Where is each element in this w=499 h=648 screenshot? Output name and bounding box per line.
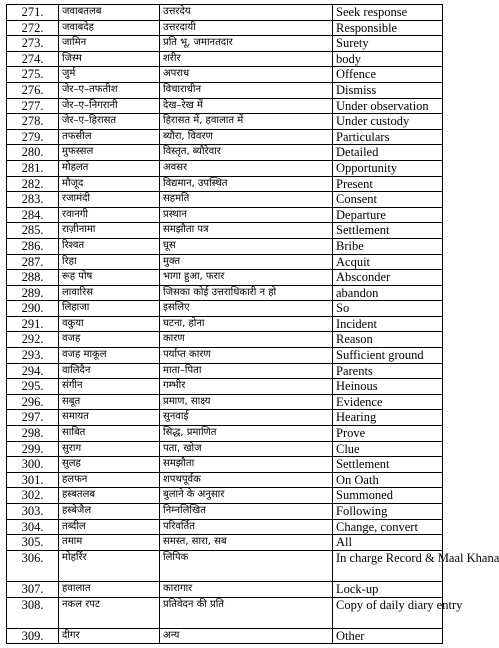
hindi-meaning: देख–रेख में [160, 98, 333, 114]
urdu-term: सुलह [59, 457, 160, 473]
row-number: 275. [7, 67, 59, 83]
table-row [7, 192, 443, 208]
urdu-term: लावारिस [59, 285, 160, 301]
urdu-term: वकुया [59, 316, 160, 332]
english-meaning: Under custody [333, 114, 443, 130]
hindi-meaning: प्रतिवेदन की प्रति [160, 597, 333, 628]
hindi-meaning: शपथपूर्वक [160, 472, 333, 488]
english-meaning: Under observation [333, 98, 443, 114]
table-row [7, 519, 443, 535]
hindi-meaning: मुक्त [160, 254, 333, 270]
urdu-term: हलफन [59, 472, 160, 488]
hindi-meaning: निम्नलिखित [160, 504, 333, 520]
table-row [7, 270, 443, 286]
hindi-meaning: घूस [160, 238, 333, 254]
table-row [7, 301, 443, 317]
english-meaning: Consent [333, 192, 443, 208]
english-meaning: body [333, 51, 443, 67]
hindi-meaning: जिसका कोई उत्तराधिकारी न हो [160, 285, 333, 301]
urdu-term: तफसील [59, 129, 160, 145]
english-meaning: Lock-up [333, 581, 443, 597]
table-row [7, 82, 443, 98]
urdu-term: तब्दील [59, 519, 160, 535]
table-row [7, 581, 443, 597]
hindi-meaning: सुनवाई [160, 410, 333, 426]
table-row [7, 36, 443, 52]
urdu-term: तमाम [59, 535, 160, 551]
hindi-meaning: उत्तरदायी [160, 20, 333, 36]
english-meaning: Evidence [333, 394, 443, 410]
english-meaning: Summoned [333, 488, 443, 504]
hindi-meaning: विद्यमान, उपस्थित [160, 176, 333, 192]
row-number: 282. [7, 176, 59, 192]
table-row [7, 176, 443, 192]
hindi-meaning: उत्तरदेय [160, 5, 333, 21]
urdu-term: जेर–ए–निगरानी [59, 98, 160, 114]
hindi-meaning: अपराध [160, 67, 333, 83]
urdu-term: वजह [59, 332, 160, 348]
table-row [7, 457, 443, 473]
english-meaning: Absconder [333, 270, 443, 286]
urdu-term: हस्बेजैल [59, 504, 160, 520]
english-meaning: Offence [333, 67, 443, 83]
row-number: 288. [7, 270, 59, 286]
english-meaning: All [333, 535, 443, 551]
row-number: 283. [7, 192, 59, 208]
english-meaning: Hearing [333, 410, 443, 426]
urdu-term: हस्बतलब [59, 488, 160, 504]
row-number: 299. [7, 441, 59, 457]
row-number: 302. [7, 488, 59, 504]
table-row [7, 129, 443, 145]
hindi-meaning: गम्भीर [160, 379, 333, 395]
row-number: 278. [7, 114, 59, 130]
row-number: 308. [7, 597, 59, 628]
row-number: 285. [7, 223, 59, 239]
hindi-meaning: प्रस्थान [160, 207, 333, 223]
urdu-term: जवाबदेह [59, 20, 160, 36]
row-number: 281. [7, 160, 59, 176]
table-row [7, 285, 443, 301]
english-meaning: Following [333, 504, 443, 520]
row-number: 284. [7, 207, 59, 223]
urdu-term: रिश्वत [59, 238, 160, 254]
english-meaning: Departure [333, 207, 443, 223]
hindi-meaning: समस्त, सारा, सब [160, 535, 333, 551]
urdu-term: नकल रपट [59, 597, 160, 628]
row-number: 290. [7, 301, 59, 317]
row-number: 274. [7, 51, 59, 67]
hindi-meaning: प्रति भू, जमानतदार [160, 36, 333, 52]
english-meaning: Sufficient ground [333, 348, 443, 364]
table-row [7, 316, 443, 332]
english-meaning: Particulars [333, 129, 443, 145]
urdu-term: दीगर [59, 628, 160, 644]
english-meaning: Other [333, 628, 443, 644]
table-row [7, 254, 443, 270]
hindi-meaning: प्रमाण, साक्ष्य [160, 394, 333, 410]
urdu-term: जेर–ए–हिरासत [59, 114, 160, 130]
english-meaning: Bribe [333, 238, 443, 254]
table-row [7, 535, 443, 551]
row-number: 280. [7, 145, 59, 161]
urdu-term: रूह पोष [59, 270, 160, 286]
english-meaning: Settlement [333, 457, 443, 473]
table-row [7, 550, 443, 581]
urdu-term: रवानगी [59, 207, 160, 223]
row-number: 307. [7, 581, 59, 597]
urdu-term: राज़ीनामा [59, 223, 160, 239]
urdu-term: सबूत [59, 394, 160, 410]
table-row [7, 332, 443, 348]
english-meaning: Present [333, 176, 443, 192]
urdu-term: संगीन [59, 379, 160, 395]
english-meaning: Opportunity [333, 160, 443, 176]
hindi-meaning: इसलिए [160, 301, 333, 317]
hindi-meaning: भागा हुआ, फरार [160, 270, 333, 286]
row-number: 287. [7, 254, 59, 270]
row-number: 297. [7, 410, 59, 426]
english-meaning: On Oath [333, 472, 443, 488]
english-meaning: Acquit [333, 254, 443, 270]
urdu-term: मौजूद [59, 176, 160, 192]
table-row [7, 379, 443, 395]
hindi-meaning: कारागार [160, 581, 333, 597]
table-row [7, 597, 443, 628]
urdu-term: रजामंदी [59, 192, 160, 208]
urdu-term: समायत [59, 410, 160, 426]
hindi-meaning: सिद्ध, प्रमाणित [160, 426, 333, 442]
urdu-term: जेर–ए–तफतीश [59, 82, 160, 98]
hindi-meaning: हिरासत में, हवालात में [160, 114, 333, 130]
row-number: 295. [7, 379, 59, 395]
row-number: 304. [7, 519, 59, 535]
english-meaning: abandon [333, 285, 443, 301]
hindi-meaning: अवसर [160, 160, 333, 176]
table-row [7, 426, 443, 442]
hindi-meaning: माता–पिता [160, 363, 333, 379]
table-row [7, 441, 443, 457]
glossary-table [6, 4, 499, 644]
table-row [7, 488, 443, 504]
row-number: 294. [7, 363, 59, 379]
table-row [7, 114, 443, 130]
hindi-meaning: विचाराधीन [160, 82, 333, 98]
hindi-meaning: पर्याप्त कारण [160, 348, 333, 364]
english-meaning: Seek response [333, 5, 443, 21]
hindi-meaning: परिवर्तित [160, 519, 333, 535]
row-number: 272. [7, 20, 59, 36]
table-row [7, 348, 443, 364]
table-row [7, 238, 443, 254]
table-row [7, 363, 443, 379]
english-meaning: Heinous [333, 379, 443, 395]
urdu-term: मोहलत [59, 160, 160, 176]
row-number: 303. [7, 504, 59, 520]
row-number: 296. [7, 394, 59, 410]
english-meaning: Copy of daily diary entry [333, 597, 443, 628]
urdu-term: हवालात [59, 581, 160, 597]
row-number: 305. [7, 535, 59, 551]
urdu-term: लिहाजा [59, 301, 160, 317]
hindi-meaning: कारण [160, 332, 333, 348]
row-number: 293. [7, 348, 59, 364]
urdu-term: जवाबतलब [59, 5, 160, 21]
english-meaning: Responsible [333, 20, 443, 36]
english-meaning: Incident [333, 316, 443, 332]
table-row [7, 472, 443, 488]
hindi-meaning: लिपिक [160, 550, 333, 581]
row-number: 291. [7, 316, 59, 332]
urdu-term: जुर्म [59, 67, 160, 83]
hindi-meaning: शरीर [160, 51, 333, 67]
english-meaning: Clue [333, 441, 443, 457]
row-number: 301. [7, 472, 59, 488]
urdu-term: वजह माकूल [59, 348, 160, 364]
row-number: 292. [7, 332, 59, 348]
hindi-meaning: सहमति [160, 192, 333, 208]
hindi-meaning: विस्तृत, ब्यौरेवार [160, 145, 333, 161]
english-meaning: Prove [333, 426, 443, 442]
row-number: 286. [7, 238, 59, 254]
table-row [7, 504, 443, 520]
hindi-meaning: घटना, होना [160, 316, 333, 332]
table-row [7, 628, 443, 644]
urdu-term: मुफस्सल [59, 145, 160, 161]
table-row [7, 67, 443, 83]
english-meaning: Reason [333, 332, 443, 348]
english-meaning: Dismiss [333, 82, 443, 98]
row-number: 277. [7, 98, 59, 114]
table-row [7, 160, 443, 176]
urdu-term: साबित [59, 426, 160, 442]
table-row [7, 410, 443, 426]
hindi-meaning: पता, खोज [160, 441, 333, 457]
hindi-meaning: बुलाने के अनुसार [160, 488, 333, 504]
table-row [7, 5, 443, 21]
english-meaning: So [333, 301, 443, 317]
table-row [7, 223, 443, 239]
english-meaning: Detailed [333, 145, 443, 161]
urdu-term: मोहर्रिर [59, 550, 160, 581]
glossary-table-body [7, 5, 499, 644]
table-row [7, 20, 443, 36]
table-row [7, 207, 443, 223]
english-meaning: Surety [333, 36, 443, 52]
row-number: 271. [7, 5, 59, 21]
hindi-meaning: समझौता [160, 457, 333, 473]
english-meaning: Settlement [333, 223, 443, 239]
english-meaning: Parents [333, 363, 443, 379]
table-row [7, 98, 443, 114]
row-number: 298. [7, 426, 59, 442]
row-number: 276. [7, 82, 59, 98]
hindi-meaning: समझौता पत्र [160, 223, 333, 239]
table-row [7, 51, 443, 67]
row-number: 289. [7, 285, 59, 301]
urdu-term: रिहा [59, 254, 160, 270]
english-meaning: In charge Record & Maal Khana [333, 550, 443, 581]
hindi-meaning: अन्य [160, 628, 333, 644]
urdu-term: जिस्म [59, 51, 160, 67]
table-row [7, 145, 443, 161]
row-number: 309. [7, 628, 59, 644]
english-meaning: Change, convert [333, 519, 443, 535]
urdu-term: सुराग [59, 441, 160, 457]
row-number: 273. [7, 36, 59, 52]
row-number: 306. [7, 550, 59, 581]
row-number: 300. [7, 457, 59, 473]
urdu-term: जामिन [59, 36, 160, 52]
hindi-meaning: ब्यौरा, विवरण [160, 129, 333, 145]
urdu-term: वालिदैन [59, 363, 160, 379]
table-row [7, 394, 443, 410]
row-number: 279. [7, 129, 59, 145]
